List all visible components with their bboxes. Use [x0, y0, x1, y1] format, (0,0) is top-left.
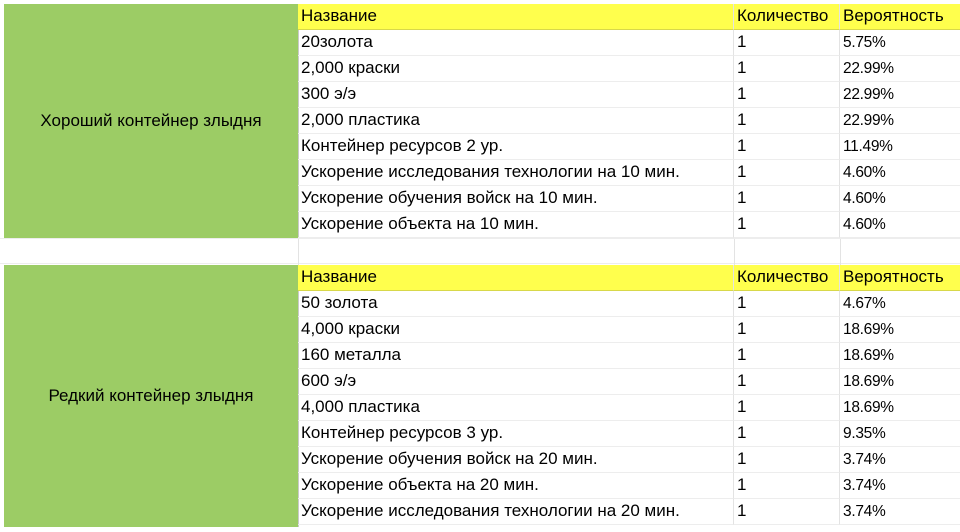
header-name: Название	[301, 6, 377, 25]
table-row	[298, 56, 960, 82]
item-probability-cell[interactable]	[840, 212, 960, 238]
item-quantity: 1	[737, 32, 747, 51]
header-quantity: Количество	[737, 267, 829, 286]
item-quantity: 1	[737, 58, 747, 77]
item-name: Ускорение объекта на 20 мин.	[301, 475, 539, 494]
item-quantity-cell[interactable]	[734, 291, 840, 317]
item-name-cell[interactable]	[298, 212, 734, 238]
table-row	[298, 421, 960, 447]
item-quantity: 1	[737, 371, 747, 390]
item-name: 4,000 краски	[301, 319, 401, 338]
item-name-cell[interactable]	[298, 473, 734, 499]
item-probability: 3.74%	[843, 503, 886, 520]
table-row	[298, 30, 960, 56]
item-name: Ускорение обучения войск на 10 мин.	[301, 188, 598, 207]
item-name: 160 металла	[301, 345, 402, 364]
item-quantity: 1	[737, 501, 747, 520]
item-probability-cell[interactable]	[840, 30, 960, 56]
item-name: Ускорение исследования технологии на 10 мин.	[301, 162, 680, 181]
item-quantity: 1	[737, 449, 747, 468]
item-probability-cell[interactable]	[840, 499, 960, 525]
item-name-cell[interactable]	[298, 317, 734, 343]
item-quantity-cell[interactable]	[734, 421, 840, 447]
item-quantity-cell[interactable]	[734, 186, 840, 212]
group-label: Хороший контейнер злыдня	[40, 111, 262, 130]
item-quantity: 1	[737, 188, 747, 207]
item-probability-cell[interactable]	[840, 291, 960, 317]
table-row	[298, 499, 960, 525]
item-name: 600 э/э	[301, 371, 357, 390]
header-probability: Вероятность	[843, 267, 944, 286]
item-quantity: 1	[737, 84, 747, 103]
item-name: Контейнер ресурсов 3 ур.	[301, 423, 504, 442]
item-quantity: 1	[737, 162, 747, 181]
item-quantity: 1	[737, 475, 747, 494]
item-name-cell[interactable]	[298, 499, 734, 525]
item-name-cell[interactable]	[298, 343, 734, 369]
item-probability-cell[interactable]	[840, 56, 960, 82]
item-quantity-cell[interactable]	[734, 30, 840, 56]
item-probability-cell[interactable]	[840, 369, 960, 395]
item-name: 20золота	[301, 32, 373, 51]
header-name: Название	[301, 267, 377, 286]
group-label-cell[interactable]	[4, 265, 299, 527]
item-probability: 18.69%	[843, 399, 894, 416]
header-name-cell[interactable]	[298, 4, 734, 30]
header-quantity-cell[interactable]	[734, 4, 840, 30]
item-probability: 22.99%	[843, 60, 894, 77]
table-row	[298, 186, 960, 212]
item-name-cell[interactable]	[298, 186, 734, 212]
item-quantity-cell[interactable]	[734, 212, 840, 238]
item-quantity-cell[interactable]	[734, 395, 840, 421]
item-probability: 4.67%	[843, 295, 886, 312]
item-probability-cell[interactable]	[840, 421, 960, 447]
table-row	[298, 134, 960, 160]
item-probability-cell[interactable]	[840, 160, 960, 186]
item-name: 2,000 пластика	[301, 110, 420, 129]
item-probability: 11.49%	[843, 138, 893, 155]
header-name-cell[interactable]	[298, 265, 734, 291]
table-row	[298, 395, 960, 421]
empty-cell	[0, 239, 299, 265]
item-name-cell[interactable]	[298, 291, 734, 317]
item-probability: 18.69%	[843, 321, 894, 338]
item-quantity: 1	[737, 293, 747, 312]
item-quantity-cell[interactable]	[734, 343, 840, 369]
item-name: Ускорение исследования технологии на 20 мин.	[301, 501, 680, 520]
item-name-cell[interactable]	[298, 369, 734, 395]
item-quantity-cell[interactable]	[734, 160, 840, 186]
item-probability: 3.74%	[843, 477, 886, 494]
item-name: 300 э/э	[301, 84, 357, 103]
header-probability-cell[interactable]	[840, 265, 960, 291]
table-row	[298, 473, 960, 499]
empty-row[interactable]	[0, 238, 960, 264]
item-quantity-cell[interactable]	[734, 108, 840, 134]
item-quantity: 1	[737, 214, 747, 233]
header-probability-cell[interactable]	[840, 4, 960, 30]
item-probability: 22.99%	[843, 112, 894, 129]
header-quantity: Количество	[737, 6, 829, 25]
item-name: 4,000 пластика	[301, 397, 420, 416]
item-probability-cell[interactable]	[840, 186, 960, 212]
item-quantity-cell[interactable]	[734, 447, 840, 473]
item-quantity-cell[interactable]	[734, 56, 840, 82]
item-probability-cell[interactable]	[840, 343, 960, 369]
item-probability-cell[interactable]	[840, 317, 960, 343]
item-quantity-cell[interactable]	[734, 369, 840, 395]
item-name: Контейнер ресурсов 2 ур.	[301, 136, 504, 155]
empty-cell	[298, 239, 735, 265]
table-row	[298, 160, 960, 186]
item-probability: 9.35%	[843, 425, 886, 442]
item-quantity-cell[interactable]	[734, 134, 840, 160]
item-name: 50 золота	[301, 293, 378, 312]
item-probability-cell[interactable]	[840, 134, 960, 160]
item-name: Ускорение объекта на 10 мин.	[301, 214, 539, 233]
item-probability-cell[interactable]	[840, 395, 960, 421]
item-name-cell[interactable]	[298, 30, 734, 56]
item-name-cell[interactable]	[298, 160, 734, 186]
item-probability-cell[interactable]	[840, 108, 960, 134]
item-quantity-cell[interactable]	[734, 473, 840, 499]
item-name: Ускорение обучения войск на 20 мин.	[301, 449, 598, 468]
item-name-cell[interactable]	[298, 134, 734, 160]
item-name-cell[interactable]	[298, 421, 734, 447]
table-row	[298, 447, 960, 473]
drop-table	[298, 265, 960, 525]
header-probability: Вероятность	[843, 6, 944, 25]
table-row	[298, 108, 960, 134]
item-probability: 18.69%	[843, 347, 894, 364]
item-quantity: 1	[737, 136, 747, 155]
empty-cell	[734, 239, 841, 265]
item-probability: 22.99%	[843, 86, 894, 103]
group-label-cell[interactable]	[4, 4, 299, 238]
item-name-cell[interactable]	[298, 395, 734, 421]
item-quantity-cell[interactable]	[734, 499, 840, 525]
item-probability: 5.75%	[843, 34, 886, 51]
table-row	[298, 317, 960, 343]
item-probability: 18.69%	[843, 373, 894, 390]
item-quantity-cell[interactable]	[734, 317, 840, 343]
header-quantity-cell[interactable]	[734, 265, 840, 291]
item-probability-cell[interactable]	[840, 473, 960, 499]
header-row	[298, 265, 960, 291]
item-probability-cell[interactable]	[840, 82, 960, 108]
table-row	[298, 369, 960, 395]
header-row	[298, 4, 960, 30]
item-name-cell[interactable]	[298, 108, 734, 134]
item-probability-cell[interactable]	[840, 447, 960, 473]
item-probability: 3.74%	[843, 451, 886, 468]
table-row	[298, 82, 960, 108]
item-quantity: 1	[737, 319, 747, 338]
item-probability: 4.60%	[843, 164, 886, 181]
item-name-cell[interactable]	[298, 82, 734, 108]
item-name-cell[interactable]	[298, 447, 734, 473]
item-probability: 4.60%	[843, 190, 886, 207]
table-row	[298, 291, 960, 317]
table-row	[298, 343, 960, 369]
drop-table	[298, 4, 960, 238]
table-row	[298, 212, 960, 238]
group-label: Редкий контейнер злыдня	[48, 386, 254, 405]
item-name: 2,000 краски	[301, 58, 401, 77]
item-quantity: 1	[737, 423, 747, 442]
item-quantity: 1	[737, 345, 747, 364]
item-quantity: 1	[737, 397, 747, 416]
item-name-cell[interactable]	[298, 56, 734, 82]
item-quantity-cell[interactable]	[734, 82, 840, 108]
item-probability: 4.60%	[843, 216, 886, 233]
item-quantity: 1	[737, 110, 747, 129]
